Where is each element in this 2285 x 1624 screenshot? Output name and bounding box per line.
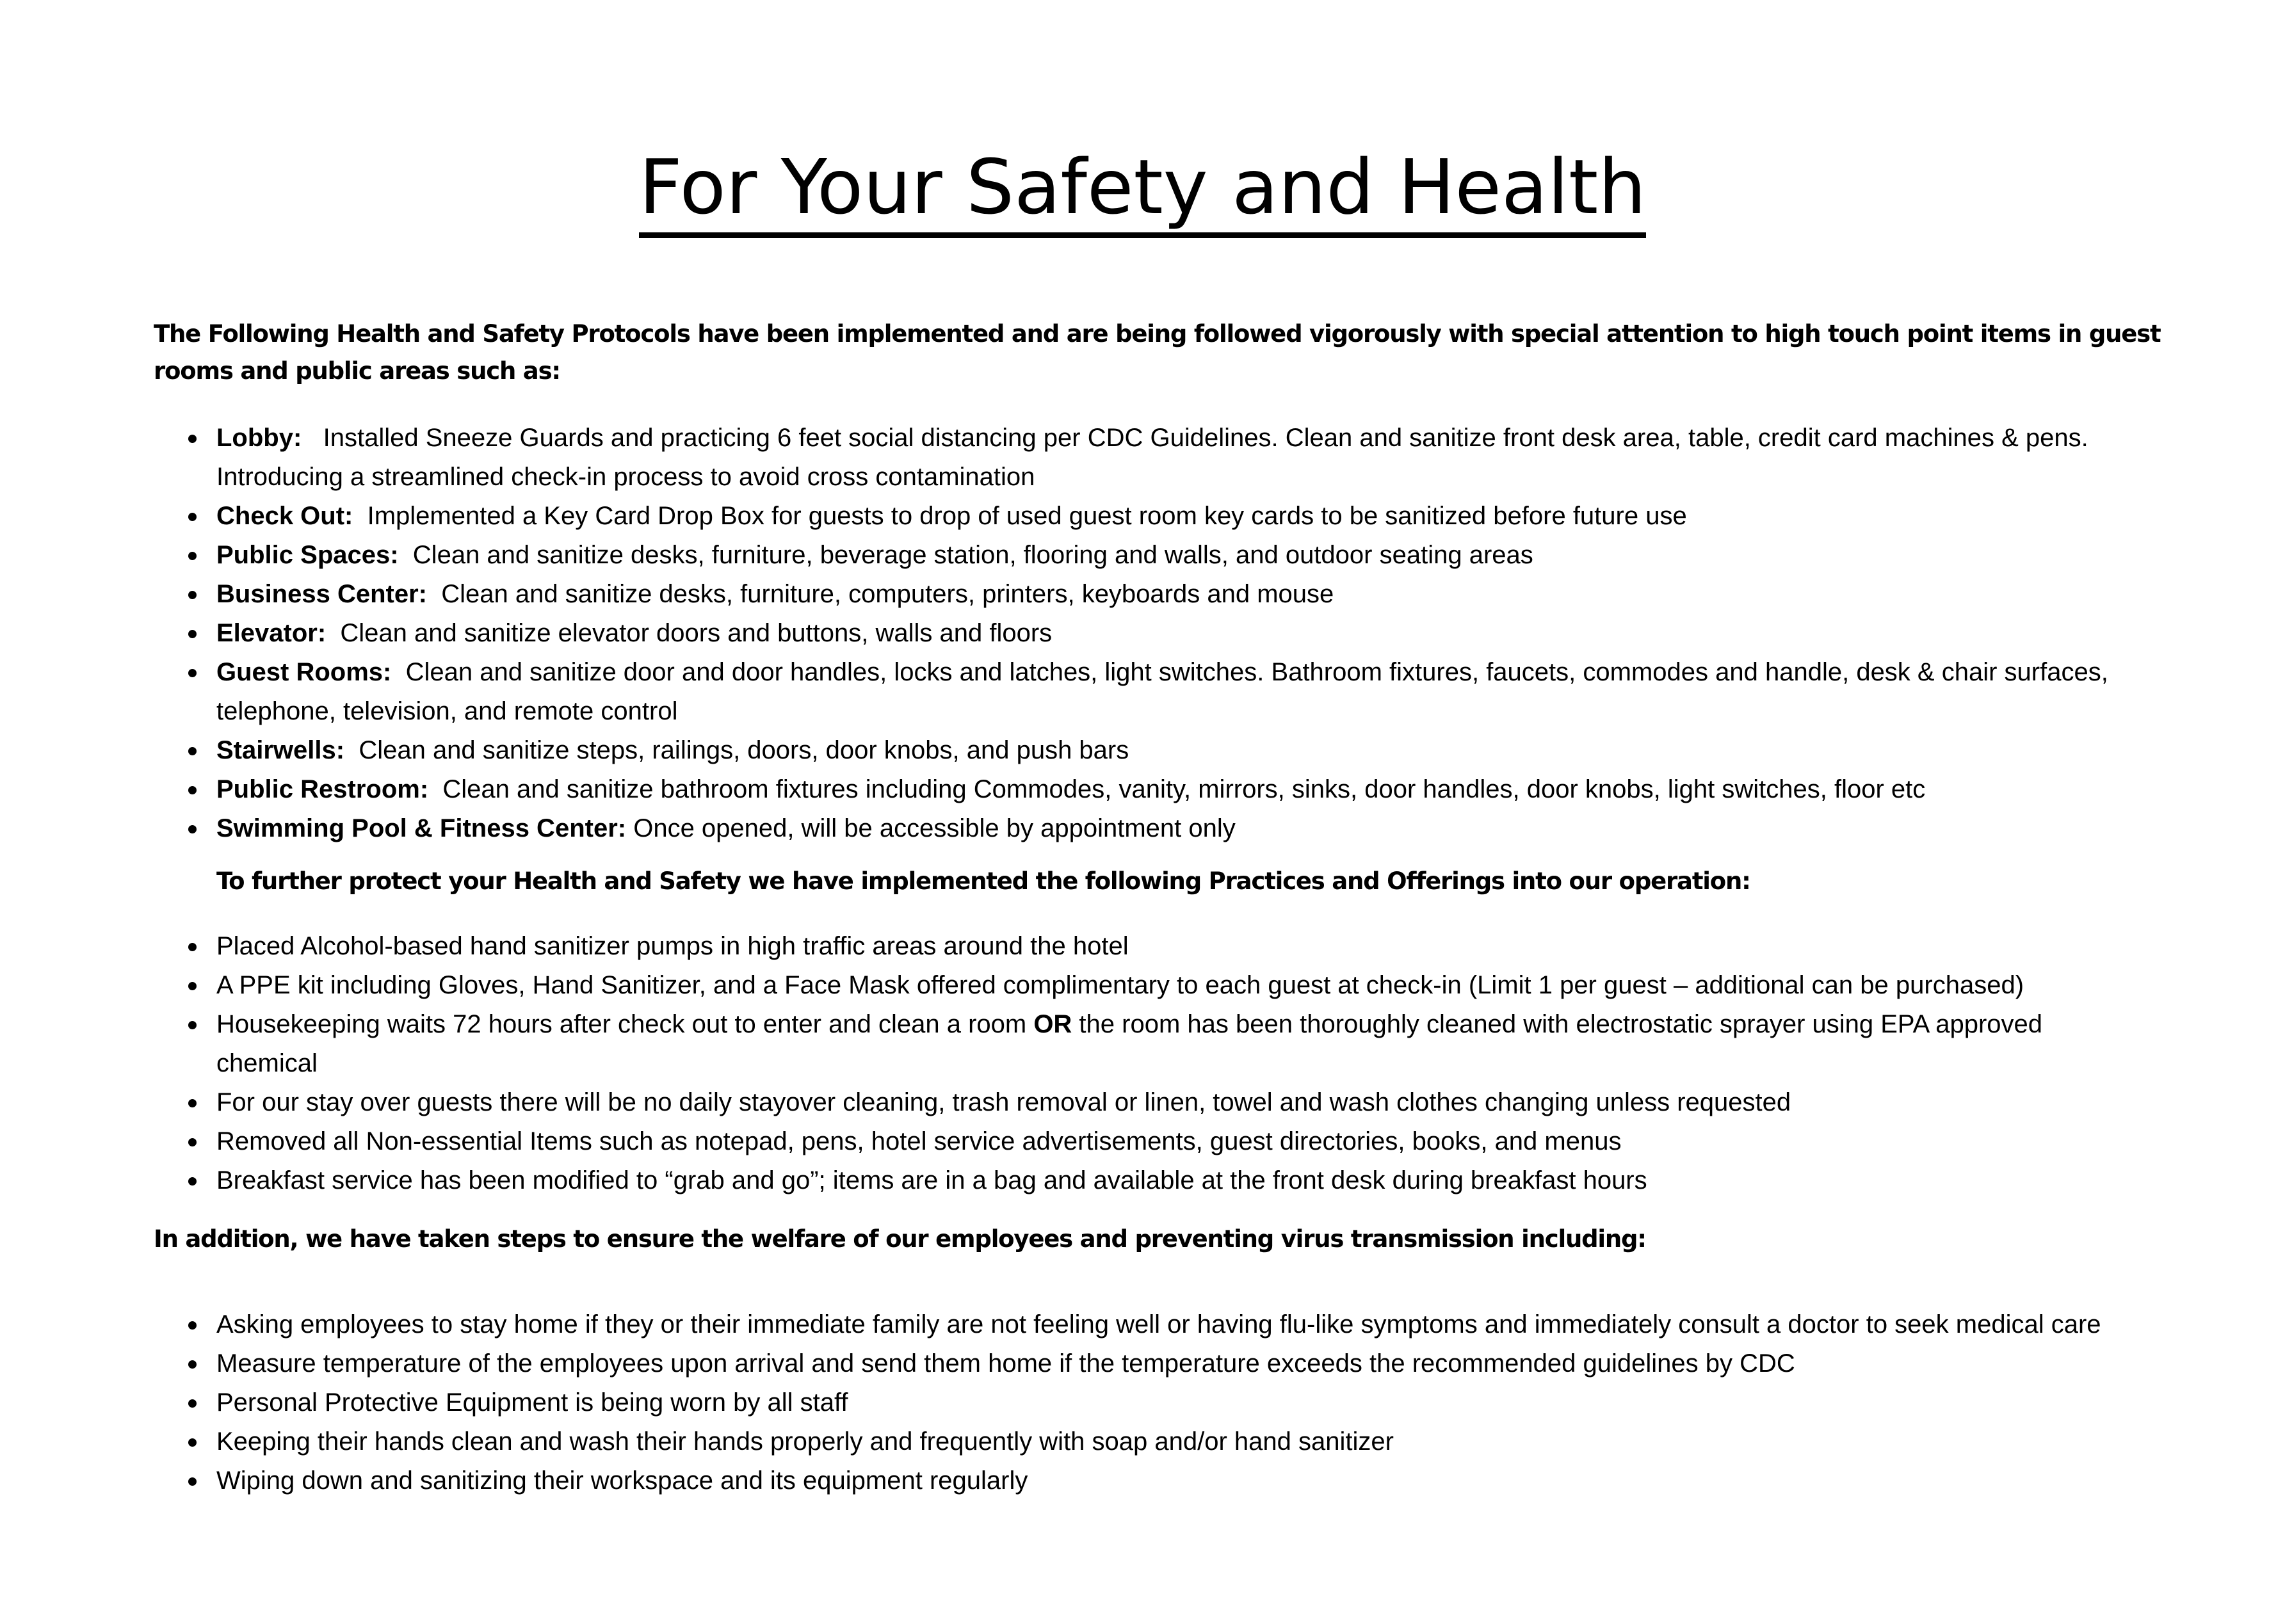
offering-text-before: Housekeeping waits 72 hours after check out to enter and clean a room	[216, 1010, 1034, 1038]
list-item	[154, 1161, 2138, 1200]
bullet-icon	[188, 669, 197, 677]
offering-text: For our stay over guests there will be no daily stayover cleaning, trash removal or linen, towel and wash clothes changing unless requested	[216, 1088, 1791, 1116]
list-item	[154, 419, 2138, 497]
list-item	[154, 1422, 2138, 1461]
list-item	[154, 770, 2138, 809]
cleaning-areas-list	[154, 419, 2138, 848]
offering-text: Breakfast service has been modified to “grab and go”; items are in a bag and available at the front desk during breakfast hours	[216, 1166, 1647, 1194]
list-item	[154, 966, 2138, 1005]
bullet-icon	[188, 982, 197, 990]
list-item	[154, 536, 2138, 575]
area-label: Elevator:	[216, 619, 327, 647]
area-label: Guest Rooms:	[216, 658, 392, 686]
bullet-icon	[188, 1360, 197, 1369]
bullet-icon	[188, 1138, 197, 1146]
area-text: Implemented a Key Card Drop Box for guests to drop of used guest room key cards to be sanitized before future use	[367, 502, 1687, 530]
employee-text: Asking employees to stay home if they or their immediate family are not feeling well or having flu-like symptoms and immediately consult a doctor to seek medical care	[216, 1310, 2101, 1339]
area-label: Check Out:	[216, 502, 353, 530]
bullet-icon	[188, 1399, 197, 1408]
employee-text: Keeping their hands clean and wash their hands properly and frequently with soap and/or hand sanitizer	[216, 1427, 1394, 1456]
area-text: Clean and sanitize desks, furniture, computers, printers, keyboards and mouse	[441, 580, 1334, 608]
area-label: Stairwells:	[216, 736, 345, 764]
list-item	[154, 1383, 2138, 1422]
bullet-icon	[188, 1021, 197, 1029]
employee-text: Wiping down and sanitizing their workspace and its equipment regularly	[216, 1467, 1028, 1495]
bullet-icon	[188, 1321, 197, 1330]
offering-text-after: the room has been thoroughly cleaned with electrostatic sprayer using EPA approved chemical	[216, 1010, 2043, 1077]
bullet-icon	[188, 1099, 197, 1107]
list-item	[154, 1344, 2138, 1383]
bullet-icon	[188, 513, 197, 521]
addition-heading: In addition, we have taken steps to ensure the welfare of our employees and preventing virus transmission including:	[154, 1225, 1646, 1253]
offerings-list	[154, 927, 2138, 1200]
offering-text: A PPE kit including Gloves, Hand Sanitizer, and a Face Mask offered complimentary to each guest at check-in (Limit 1 per guest – additional can be purchased)	[216, 971, 2024, 999]
bullet-icon	[188, 786, 197, 794]
bullet-icon	[188, 943, 197, 951]
offering-text: Removed all Non-essential Items such as notepad, pens, hotel service advertisements, guest directories, books, and menus	[216, 1127, 1622, 1155]
area-text: Installed Sneeze Guards and practicing 6 feet social distancing per CDC Guidelines. Clean and sanitize front desk area, table, credit card machines & pens. Introducing a streamlined check-in process to avoid cross contamination	[216, 424, 2088, 491]
employee-text: Measure temperature of the employees upon arrival and send them home if the temperature exceeds the recommended guidelines by CDC	[216, 1349, 1795, 1378]
list-item	[154, 1122, 2138, 1161]
bullet-icon	[188, 825, 197, 833]
offering-text: Placed Alcohol-based hand sanitizer pumps in high traffic areas around the hotel	[216, 932, 1129, 960]
area-text: Clean and sanitize elevator doors and buttons, walls and floors	[340, 619, 1053, 647]
area-text: Clean and sanitize desks, furniture, beverage station, flooring and walls, and outdoor seating areas	[412, 541, 1533, 569]
employee-text: Personal Protective Equipment is being worn by all staff	[216, 1388, 848, 1417]
area-label: Lobby:	[216, 424, 302, 452]
page-title	[0, 142, 2285, 232]
list-item	[154, 653, 2138, 731]
area-label: Public Spaces:	[216, 541, 399, 569]
bullet-icon	[188, 591, 197, 599]
bullet-icon	[188, 630, 197, 638]
area-label: Business Center:	[216, 580, 427, 608]
list-item	[154, 927, 2138, 966]
list-item	[154, 809, 2138, 848]
list-item	[154, 1305, 2138, 1344]
list-item	[154, 731, 2138, 770]
list-item	[154, 1083, 2138, 1122]
area-label: Public Restroom:	[216, 775, 429, 803]
bullet-icon	[188, 552, 197, 560]
bullet-icon	[188, 435, 197, 443]
list-item	[154, 614, 2138, 653]
area-label: Swimming Pool & Fitness Center:	[216, 814, 627, 842]
further-heading: To further protect your Health and Safety we have implemented the following Practices and Offerings into our operation:	[216, 867, 1750, 895]
list-item	[154, 497, 2138, 536]
area-text: Once opened, will be accessible by appointment only	[633, 814, 1236, 842]
employee-measures-list	[154, 1305, 2138, 1500]
bullet-icon	[188, 1438, 197, 1447]
area-text: Clean and sanitize steps, railings, doors, door knobs, and push bars	[359, 736, 1129, 764]
bullet-icon	[188, 1477, 197, 1486]
list-item	[154, 575, 2138, 614]
offering-emphasis: OR	[1033, 1010, 1072, 1038]
bullet-icon	[188, 747, 197, 755]
intro-heading: The Following Health and Safety Protocols have been implemented and are being followed vigorously with special attention to high touch point items in guest rooms and public areas such as:	[154, 320, 2161, 385]
bullet-icon	[188, 1177, 197, 1186]
area-text: Clean and sanitize door and door handles, locks and latches, light switches. Bathroom fixtures, faucets, commodes and handle, desk & chair surfaces, telephone, television, and remote control	[216, 658, 2108, 725]
area-text: Clean and sanitize bathroom fixtures including Commodes, vanity, mirrors, sinks, door handles, door knobs, light switches, floor etc	[442, 775, 1926, 803]
list-item	[154, 1005, 2138, 1083]
page-title-text: For Your Safety and Health	[639, 143, 1646, 238]
list-item	[154, 1461, 2138, 1500]
